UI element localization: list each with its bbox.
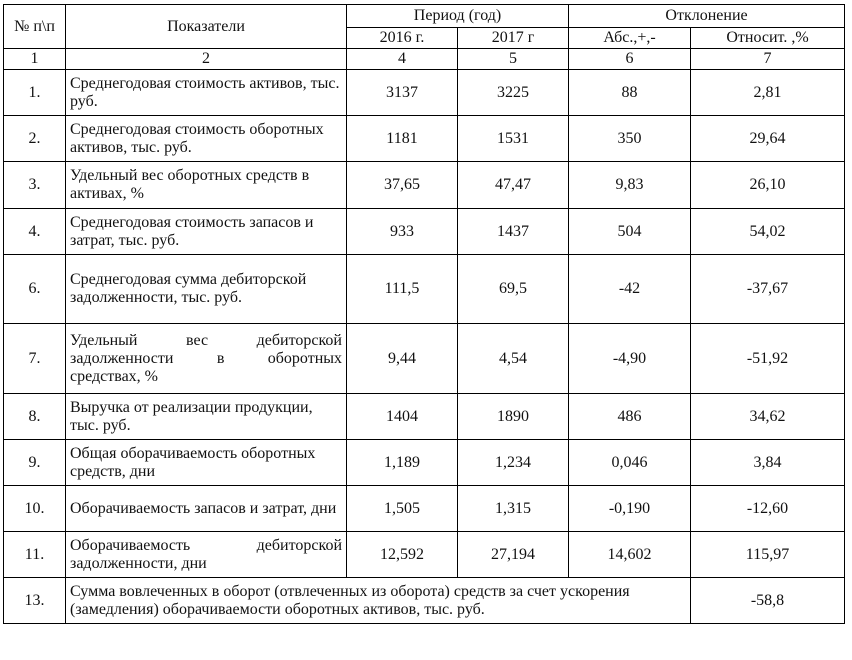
deviation-abs: 0,046 [569, 440, 691, 486]
table-row [4, 440, 845, 486]
table-row [4, 324, 845, 394]
table-row [4, 116, 845, 162]
row-number: 2. [4, 116, 66, 162]
row-indicator: Удельный вес оборотных средств в активах, % [66, 162, 347, 209]
header-num: № п\п [4, 5, 66, 49]
colnum-7: 7 [691, 49, 845, 70]
column-number-row [4, 49, 845, 70]
value-2016: 9,44 [347, 324, 458, 394]
deviation-rel: 29,64 [691, 116, 845, 162]
value-2017: 27,194 [458, 532, 569, 578]
deviation-rel: -37,67 [691, 255, 845, 324]
deviation-rel: 26,10 [691, 162, 845, 209]
row-indicator: Среднегодовая стоимость активов, тыс. руб. [66, 70, 347, 116]
header-period: Период (год) [347, 5, 569, 28]
value-2017: 1890 [458, 394, 569, 440]
deviation-rel: 34,62 [691, 394, 845, 440]
deviation-abs: 350 [569, 116, 691, 162]
deviation-abs: 9,83 [569, 162, 691, 209]
value-2017: 1,315 [458, 486, 569, 532]
table-row [4, 255, 845, 324]
header-rel: Относит. ,% [691, 28, 845, 49]
row-number: 7. [4, 324, 66, 394]
row-number: 8. [4, 394, 66, 440]
value-2016: 933 [347, 209, 458, 255]
header-deviation: Отклонение [569, 5, 845, 28]
deviation-rel: 3,84 [691, 440, 845, 486]
row-indicator [66, 532, 347, 578]
row-indicator: Среднегодовая стоимость оборотных активов, тыс. руб. [66, 116, 347, 162]
row-number: 6. [4, 255, 66, 324]
row-indicator-text-end: средствах, % [70, 367, 158, 385]
row-indicator: Выручка от реализации продукции, тыс. руб. [66, 394, 347, 440]
value-2016: 12,592 [347, 532, 458, 578]
colnum-2: 2 [66, 49, 347, 70]
row-number: 13. [4, 578, 66, 624]
turnover-analysis-table [3, 4, 845, 624]
deviation-rel: 115,97 [691, 532, 845, 578]
header-row-top [4, 5, 845, 28]
header-indicators: Показатели [66, 5, 347, 49]
value-2016: 1181 [347, 116, 458, 162]
value-2016: 1404 [347, 394, 458, 440]
value-2016: 1,189 [347, 440, 458, 486]
value-2017: 1,234 [458, 440, 569, 486]
value-2017: 69,5 [458, 255, 569, 324]
row-indicator-text-end: задолженности, дни [70, 554, 207, 572]
row-indicator: Общая оборачиваемость оборотных средств, дни [66, 440, 347, 486]
header-2016: 2016 г. [347, 28, 458, 49]
row-number: 3. [4, 162, 66, 209]
value-2017: 4,54 [458, 324, 569, 394]
deviation-rel: -12,60 [691, 486, 845, 532]
row-indicator [66, 324, 347, 394]
colnum-5: 5 [458, 49, 569, 70]
table-row [4, 162, 845, 209]
deviation-rel: -51,92 [691, 324, 845, 394]
row-indicator: Сумма вовлеченных в оборот (отвлеченных из оборота) средств за счет ускорения (замедления) оборачиваемости оборотных активов, тыс. руб. [66, 578, 691, 624]
row-indicator-text: Удельный вес дебиторской задолженности в оборотных [70, 331, 342, 367]
value-2017: 47,47 [458, 162, 569, 209]
value-2017: 1437 [458, 209, 569, 255]
table-row [4, 70, 845, 116]
colnum-1: 1 [4, 49, 66, 70]
value-2017: 1531 [458, 116, 569, 162]
value-2016: 3137 [347, 70, 458, 116]
colnum-4: 4 [347, 49, 458, 70]
deviation-abs: 88 [569, 70, 691, 116]
header-2017: 2017 г [458, 28, 569, 49]
deviation-rel: 54,02 [691, 209, 845, 255]
deviation-abs: -4,90 [569, 324, 691, 394]
colnum-6: 6 [569, 49, 691, 70]
row-number: 1. [4, 70, 66, 116]
deviation-abs: 504 [569, 209, 691, 255]
row-number: 4. [4, 209, 66, 255]
deviation-abs: 14,602 [569, 532, 691, 578]
table-row [4, 394, 845, 440]
table-row [4, 486, 845, 532]
row-number: 9. [4, 440, 66, 486]
value-2017: 3225 [458, 70, 569, 116]
row-number: 11. [4, 532, 66, 578]
deviation-abs: 486 [569, 394, 691, 440]
value-2016: 1,505 [347, 486, 458, 532]
value-2016: 37,65 [347, 162, 458, 209]
table-row-summary [4, 578, 845, 624]
header-abs: Абс.,+,- [569, 28, 691, 49]
row-indicator-text: Оборачиваемость дебиторской [70, 536, 342, 554]
deviation-rel: -58,8 [691, 578, 845, 624]
row-number: 10. [4, 486, 66, 532]
row-indicator: Среднегодовая стоимость запасов и затрат, тыс. руб. [66, 209, 347, 255]
deviation-rel: 2,81 [691, 70, 845, 116]
value-2016: 111,5 [347, 255, 458, 324]
row-indicator: Среднегодовая сумма дебиторской задолженности, тыс. руб. [66, 255, 347, 324]
deviation-abs: -42 [569, 255, 691, 324]
table-row [4, 209, 845, 255]
deviation-abs: -0,190 [569, 486, 691, 532]
row-indicator: Оборачиваемость запасов и затрат, дни [66, 486, 347, 532]
table-row [4, 532, 845, 578]
